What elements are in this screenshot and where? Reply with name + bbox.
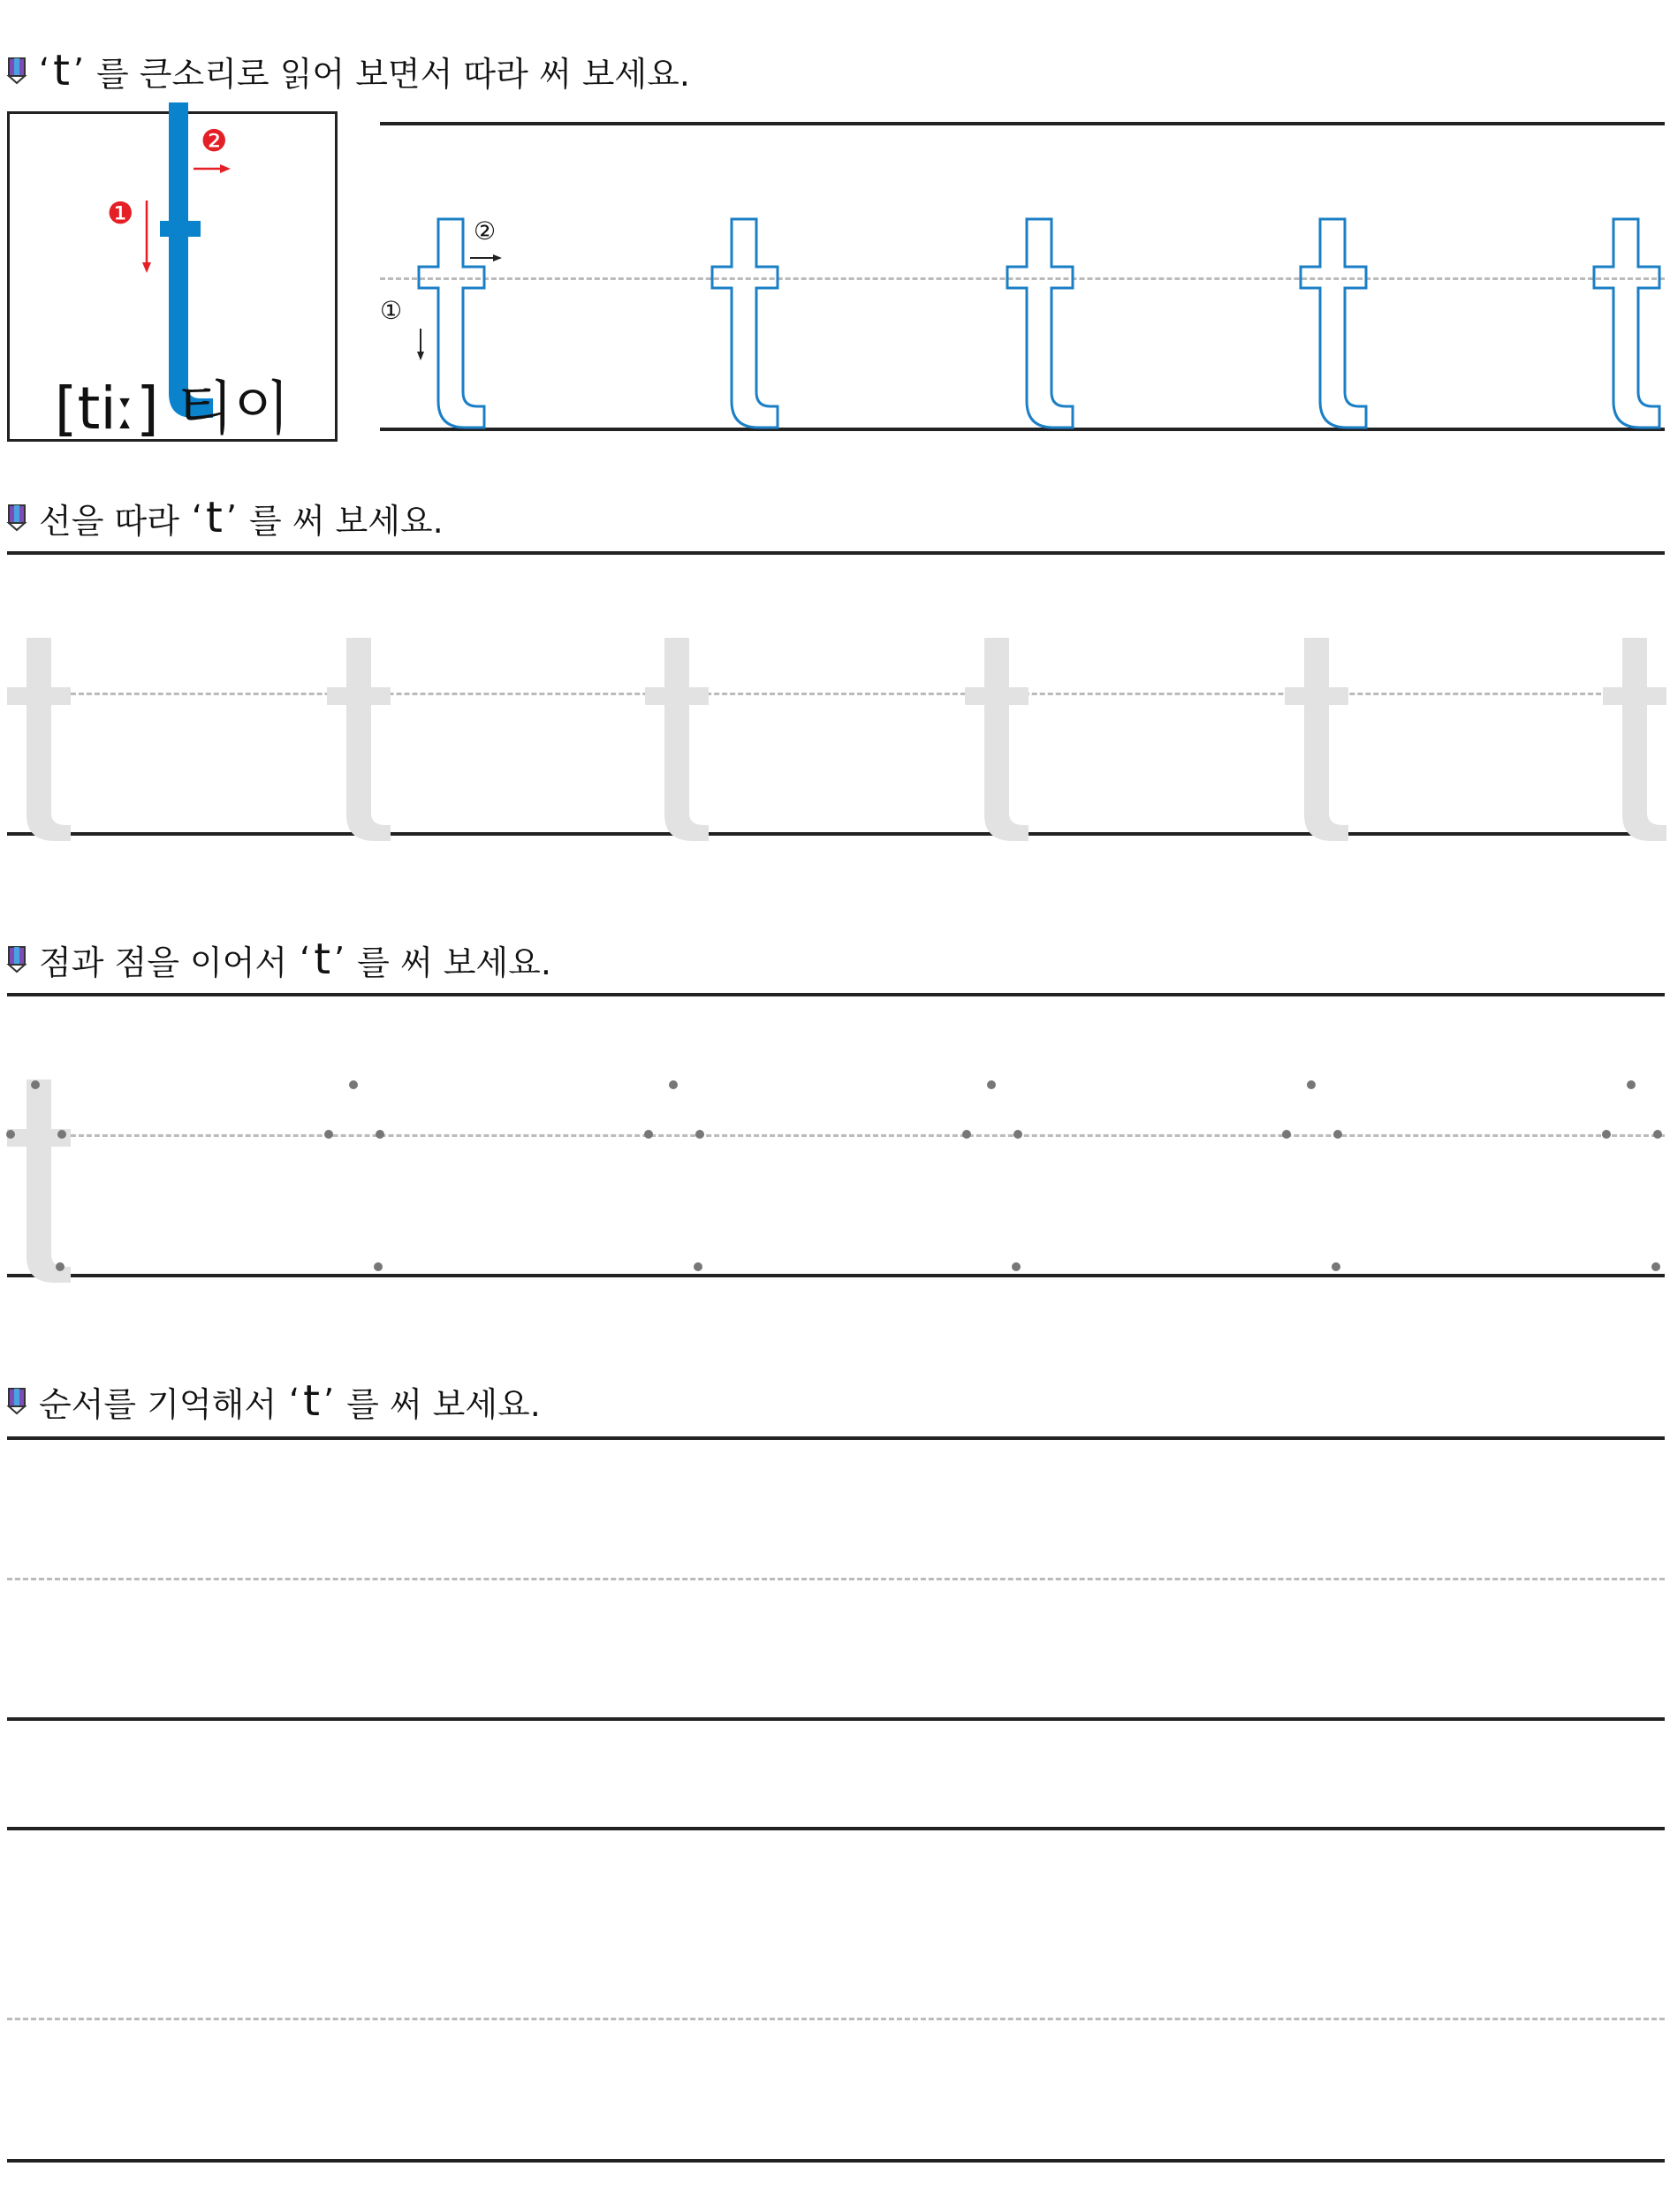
pencil-icon	[7, 1388, 27, 1414]
section-4-suffix: 를 써 보세요.	[346, 1384, 541, 1424]
dot-ghost-letter	[7, 1079, 71, 1283]
quote-close: ’	[334, 940, 345, 979]
row5-base-line	[7, 2159, 1665, 2163]
section-2-prefix: 선을 따라	[39, 501, 179, 541]
quote-open: ‘	[191, 498, 203, 537]
dot-set-6	[1602, 1080, 1662, 1271]
dot-set-3	[644, 1080, 704, 1271]
row5-mid-line	[7, 2018, 1665, 2020]
target-letter: t	[206, 493, 223, 542]
section-4-prefix: 순서를 기억해서	[39, 1384, 277, 1424]
dot-set-5	[1282, 1080, 1342, 1271]
trace-step-two: ②	[474, 216, 497, 246]
section-3-prefix: 점과 점을 이어서	[39, 943, 288, 982]
section-1-suffix: 를 큰소리로 읽어 보면서 따라 써 보세요.	[96, 54, 690, 94]
target-letter: t	[314, 935, 331, 984]
quote-close: ’	[72, 51, 85, 90]
row4-top-line	[7, 1436, 1665, 1440]
section-3-suffix: 를 써 보세요.	[357, 943, 551, 982]
section-4-heading	[7, 1376, 541, 1426]
quote-open: ‘	[300, 940, 311, 979]
target-letter: t	[53, 46, 70, 95]
card-step-one: ❶	[107, 196, 134, 231]
row5-top-line	[7, 1827, 1665, 1830]
quote-open: ‘	[39, 51, 50, 90]
quote-open: ‘	[289, 1382, 300, 1420]
quote-close: ’	[225, 498, 237, 537]
row4-base-line	[7, 1717, 1665, 1721]
target-letter: t	[303, 1376, 320, 1426]
quote-close: ’	[323, 1382, 335, 1420]
pronunciation-text: [tiː] 티이	[54, 375, 291, 443]
trace-step-one: ①	[380, 296, 403, 325]
dot-set-2	[324, 1080, 384, 1271]
dot-set-4	[962, 1080, 1022, 1271]
card-step-two: ❷	[201, 124, 228, 159]
row4-mid-line	[7, 1578, 1665, 1580]
section-2-suffix: 를 써 보세요.	[248, 501, 444, 541]
